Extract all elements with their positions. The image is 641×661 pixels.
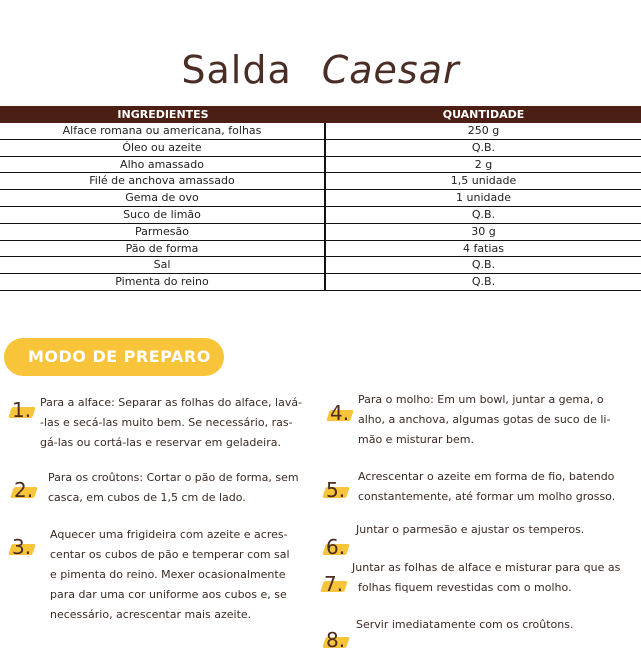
table-row [0, 207, 641, 224]
ingredient-cell: Óleo ou azeite [0, 140, 326, 156]
step-text: Aquecer uma frigideira com azeite e acres- centar os cubos de pão e temperar com sal e pimenta do reino. Mexer ocasionalmente para dar uma cor uniforme aos cubos e, se necessário, acrescentar mais azeite. [50, 528, 290, 621]
step-text: Para o molho: Em um bowl, juntar a gema, o alho, a anchova, algumas gotas de suco de li- mão e misturar bem. [358, 393, 611, 446]
ingredient-cell: Parmesão [0, 224, 326, 240]
table-header [0, 106, 641, 123]
step-number: 6. [326, 535, 345, 559]
quantity-cell: 2 g [474, 157, 493, 171]
step-number: 4. [330, 401, 349, 425]
table-row [0, 224, 641, 241]
title-part1: Salda [181, 48, 292, 92]
step-text: Servir imediatamente com os croûtons. [356, 618, 574, 631]
quantity-cell: Q.B. [471, 207, 496, 221]
modo-de-preparo-badge: MODO DE PREPARO [4, 338, 224, 376]
step-number: 3. [12, 535, 31, 559]
ingredient-cell: Filé de anchova amassado [0, 173, 326, 189]
quantity-cell: Q.B. [471, 258, 496, 272]
step-number: 8. [326, 628, 345, 652]
ingredient-cell: Sal [0, 257, 326, 273]
table-row [0, 123, 641, 140]
page-title [0, 48, 641, 92]
table-row [0, 241, 641, 258]
table-row [0, 257, 641, 274]
step-number: 7. [324, 572, 343, 596]
step-number: 2. [14, 478, 33, 502]
quantity-cell: Q.B. [471, 140, 496, 154]
ingredients-table [0, 106, 641, 291]
step-text: Acrescentar o azeite em forma de fio, batendo constantemente, até formar um molho grosso. [358, 470, 616, 503]
ingredient-cell: Alho amassado [0, 157, 326, 173]
step-text: Juntar o parmesão e ajustar os temperos. [356, 523, 585, 536]
ingredient-cell: Pimenta do reino [0, 274, 326, 290]
table-row [0, 274, 641, 291]
ingredient-cell: Gema de ovo [0, 190, 326, 206]
header-ingredients: INGREDIENTES [117, 108, 209, 121]
step-text: Juntar as folhas de alface e misturar para que as folhas fiquem revestidas com o molho. [352, 561, 621, 594]
ingredient-cell: Pão de forma [0, 241, 326, 257]
ingredient-cell: Alface romana ou americana, folhas [0, 123, 326, 139]
table-row [0, 190, 641, 207]
step-number: 1. [12, 398, 31, 422]
step-text: Para os croûtons: Cortar o pão de forma, sem casca, em cubos de 1,5 cm de lado. [48, 471, 299, 504]
step-text: Para a alface: Separar as folhas do alface, lavá- -las e secá-las muito bem. Se necessário, ras- gá-las ou cortá-las e reservar em geladeira. [40, 396, 303, 449]
table-row [0, 140, 641, 157]
step-number: 5. [326, 478, 345, 502]
quantity-cell: 30 g [471, 224, 496, 238]
quantity-cell: 250 g [467, 124, 500, 137]
quantity-cell: 1 unidade [456, 191, 511, 205]
quantity-cell: 4 fatias [463, 241, 504, 255]
ingredient-cell: Suco de limão [0, 207, 326, 223]
quantity-cell: 1,5 unidade [450, 174, 517, 188]
table-row [0, 157, 641, 174]
table-row [0, 173, 641, 190]
header-quantity: QUANTIDADE [442, 108, 525, 121]
quantity-cell: Q.B. [471, 275, 496, 289]
title-part2: Caesar [321, 48, 460, 92]
